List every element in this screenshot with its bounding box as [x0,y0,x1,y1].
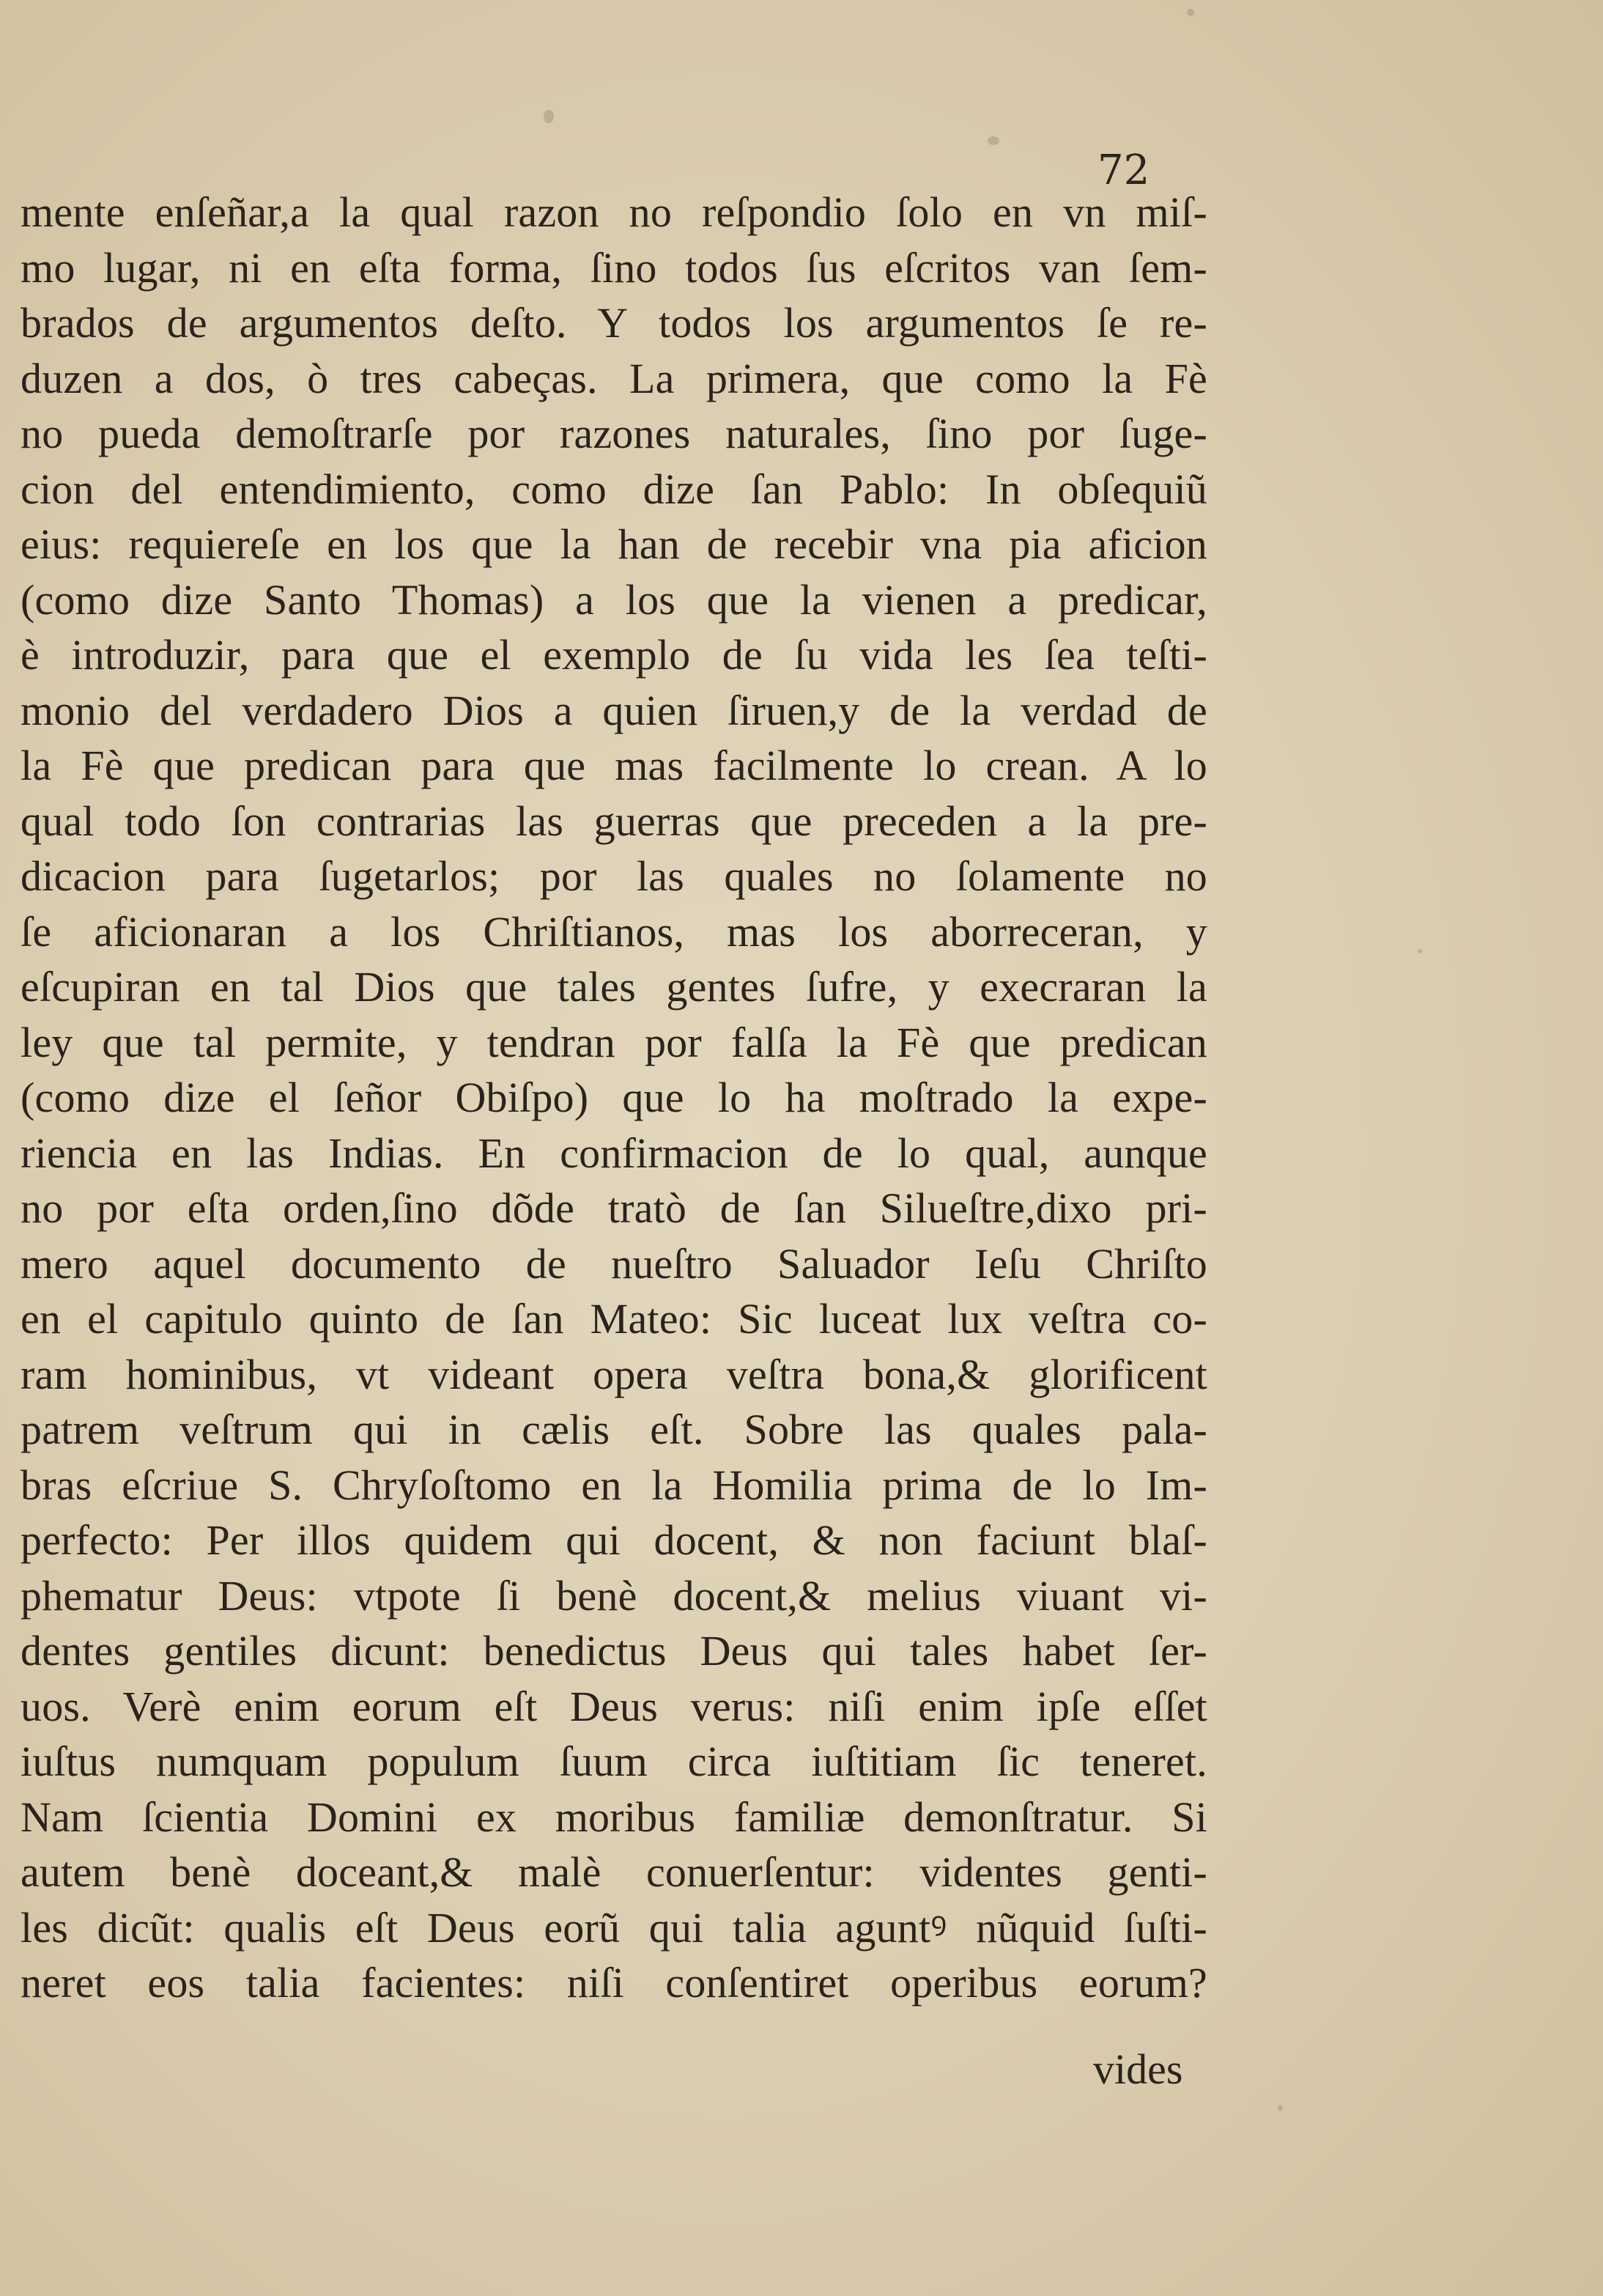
text-line: iuſtus numquam populum ſuum circa iuſtitiam ſic teneret. [21,1738,1207,1785]
text-line: perfecto: Per illos quidem qui docent, & non faciunt blaſ- [21,1516,1207,1564]
catchword: vides [1093,2045,1183,2093]
text-line: mo lugar, ni en eſta forma, ſino todos ſus eſcritos van ſem- [21,243,1207,292]
paper-speck [1418,949,1422,953]
text-line: mente enſeñar,a la qual razon no reſpondio ſolo en vn miſ- [21,188,1207,236]
text-line: riencia en las Indias. En confirmacion de lo qual, aunque [21,1129,1207,1177]
text-line: ſe aficionaran a los Chriſtianos, mas los aborreceran, y [21,907,1207,956]
text-line: neret eos talia facientes: niſi conſentiret operibus eorum? [21,1959,1207,2007]
paper-speck [1278,2105,1283,2111]
paper-speck [544,110,554,123]
text-line: eius: requiereſe en los que la han de recebir vna pia aficion [21,520,1207,568]
text-line: ley que tal permite, y tendran por falſa la Fè que predican [21,1018,1207,1066]
text-line: cion del entendimiento, como dize ſan Pablo: In obſequiũ [21,465,1207,513]
text-line: dentes gentiles dicunt: benedictus Deus qui tales habet ſer- [21,1627,1207,1675]
body-text [21,185,1207,2011]
text-line: les dicũt: qualis eſt Deus eorũ qui talia aguntꝰ nũquid ſuſti- [21,1903,1207,1952]
text-line: qual todo ſon contrarias las guerras que preceden a la pre- [21,797,1207,845]
text-line: no pueda demoſtrarſe por razones naturales, ſino por ſuge- [21,410,1207,457]
text-line: mero aquel documento de nueſtro Saluador Ieſu Chriſto [21,1239,1207,1288]
text-line: (como dize el ſeñor Obiſpo) que lo ha moſtrado la expe- [21,1074,1207,1121]
text-line: no por eſta orden,ſino dõde tratò de ſan Silueſtre,dixo pri- [21,1184,1207,1232]
text-line: (como dize Santo Thomas) a los que la vienen a predicar, [21,575,1207,624]
text-line: la Fè que predican para que mas facilmente lo crean. A lo [21,742,1207,789]
text-line: bras eſcriue S. Chryſoſtomo en la Homilia prima de lo Im- [21,1461,1207,1509]
text-line: dicacion para ſugetarlos; por las quales no ſolamente no [21,852,1207,900]
text-line: eſcupiran en tal Dios que tales gentes ſufre, y execraran la [21,963,1207,1011]
text-line: uos. Verè enim eorum eſt Deus verus: niſi enim ipſe eſſet [21,1682,1207,1730]
text-line: Nam ſcientia Domini ex moribus familiæ demonſtratur. Si [21,1793,1207,1841]
text-line: ram hominibus, vt videant opera veſtra bona,& glorificent [21,1350,1207,1398]
text-line: autem benè doceant,& malè conuerſentur: videntes genti- [21,1848,1207,1896]
paper-speck [988,136,999,145]
text-line: patrem veſtrum qui in cælis eſt. Sobre las quales pala- [21,1406,1207,1453]
text-line: en el capitulo quinto de ſan Mateo: Sic luceat lux veſtra co- [21,1295,1207,1343]
text-line: brados de argumentos deſto. Y todos los argumentos ſe re- [21,299,1207,347]
paper-speck [1187,9,1194,16]
text-line: duzen a dos, ò tres cabeças. La primera, que como la Fè [21,354,1207,402]
page-number: 72 [1097,147,1150,194]
text-line: monio del verdadero Dios a quien ſiruen,y de la verdad de [21,686,1207,734]
text-line: è introduzir, para que el exemplo de ſu vida les ſea teſti- [21,631,1207,679]
text-line: phematur Deus: vtpote ſi benè docent,& melius viuant vi- [21,1571,1207,1620]
